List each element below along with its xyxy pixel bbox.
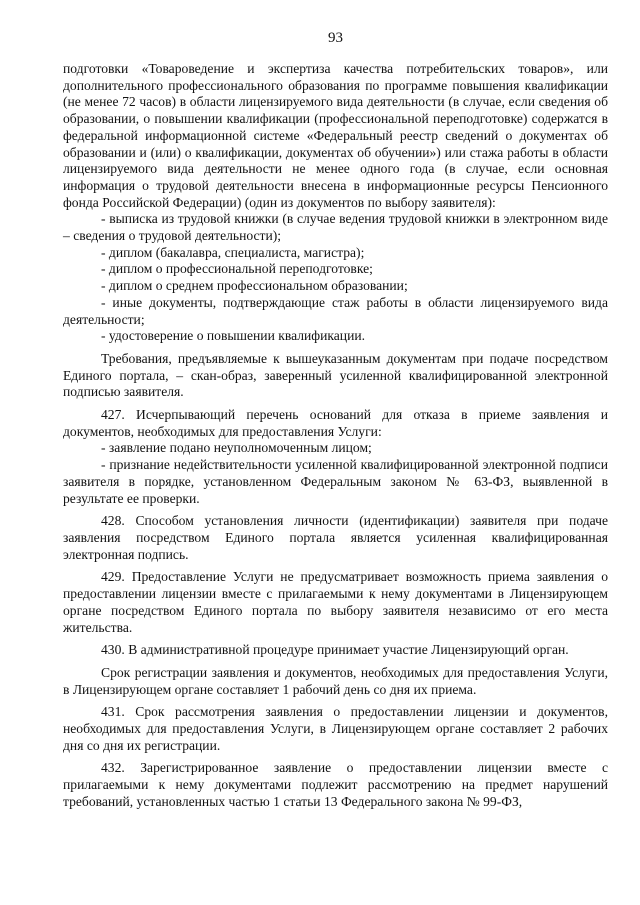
paragraph: - диплом (бакалавра, специалиста, магистра); xyxy=(101,244,365,260)
paragraph: 429. Предоставление Услуги не предусматривает возможность приема заявления о предоставлении лицензии вместе с прилагаемыми к нему документами в Лицензирующем органе посредством Единого портала по выбору заявителя независимо от его места жительства. xyxy=(63,569,608,635)
paragraph: - выписка из трудовой книжки (в случае ведения трудовой книжки в электронном виде – сведения о трудовой деятельности); xyxy=(63,211,608,244)
paragraph: Срок регистрации заявления и документов, необходимых для предоставления Услуги, в Лицензирующем органе составляет 1 рабочий день со дня их приема. xyxy=(63,664,608,697)
paragraph: - диплом о среднем профессиональном образовании; xyxy=(101,278,408,294)
paragraph: 427. Исчерпывающий перечень оснований для отказа в приеме заявления и документов, необходимых для предоставления Услуги: xyxy=(63,407,608,439)
paragraph: 432. Зарегистрированное заявление о предоставлении лицензии вместе с прилагаемыми к нему документами подлежит рассмотрению на предмет нарушений требований, установленных частью 1 статьи 13 Федерального закона № 99-ФЗ, xyxy=(63,760,608,809)
paragraph: - диплом о профессиональной переподготовке; xyxy=(101,261,373,277)
paragraph: - удостоверение о повышении квалификации. xyxy=(101,328,366,344)
paragraph: - заявление подано неуполномоченным лицом; xyxy=(101,440,372,456)
paragraph: - признание недействительности усиленной квалифицированной электронной подписи заявителя в порядке, установленном Федеральным законом № 63-ФЗ, выявленной в результате ее проверки. xyxy=(63,457,608,506)
page-number: 93 xyxy=(328,30,343,46)
paragraph: 428. Способом установления личности (идентификации) заявителя при подаче заявления посредством Единого портала является усиленная квалифицированная электронная подпись. xyxy=(63,513,608,562)
paragraph: подготовки «Товароведение и экспертиза качества потребительских товаров», или дополнительного профессионального образования по программе повышения квалификации (не менее 72 часов) в области лицензируемого вида деятельности (в случае, если сведения об образовании, о повышении квалификации (профессиональной переподготовке) содержатся в федеральной информационной системе «Федеральный реестр сведений о документах об образовании и (или) о квалификации, документах об обучении») или стажа работы в области лицензируемого вида деятельности не менее одного года (в случае, если основная информация о трудовой деятельности внесена в информационные ресурсы Пенсионного фонда Российской Федерации) (один из документов по выбору заявителя): xyxy=(63,61,608,210)
paragraph: 430. В административной процедуре принимает участие Лицензирующий орган. xyxy=(101,642,569,658)
paragraph: 431. Срок рассмотрения заявления о предоставлении лицензии и документов, необходимых для предоставления Услуги, в Лицензирующем органе составляет 2 рабочих дня со дня их регистрации. xyxy=(63,704,608,753)
paragraph: Требования, предъявляемые к вышеуказанным документам при подаче посредством Единого портала, – скан-образ, заверенный усиленной квалифицированной электронной подписью заявителя. xyxy=(63,350,608,400)
document-body xyxy=(63,61,608,811)
paragraph: - иные документы, подтверждающие стаж работы в области лицензируемого вида деятельности; xyxy=(63,294,608,327)
